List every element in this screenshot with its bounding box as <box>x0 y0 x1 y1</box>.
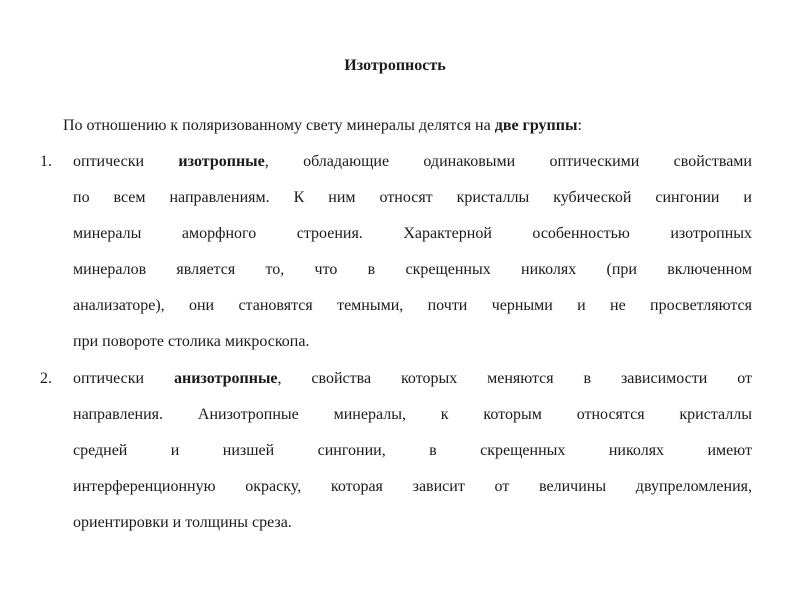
intro-colon: : <box>577 117 582 134</box>
list-marker: 2. <box>40 370 52 387</box>
intro-paragraph <box>63 116 582 136</box>
text-line: анализаторе), они становятся темными, почти черными и не просветляются <box>73 297 752 314</box>
bold-term: анизотропные <box>173 370 278 387</box>
intro-text: По отношению к поляризованному свету минералы делятся на <box>63 117 495 134</box>
text-fragment: , обладающие одинаковыми оптическими свойствами <box>264 153 752 170</box>
text-fragment: оптически <box>73 370 174 387</box>
text-line: при повороте столика микроскопа. <box>73 333 310 350</box>
intro-bold-text: две группы <box>494 117 578 134</box>
bold-term: изотропные <box>178 153 265 170</box>
text-line: по всем направлениям. К ним относят кристаллы кубической сингонии и <box>73 189 752 206</box>
list-item-text <box>73 361 752 541</box>
text-fragment: оптически <box>73 153 179 170</box>
text-line: направления. Анизотропные минералы, к которым относятся кристаллы <box>73 406 752 423</box>
list-item-text <box>73 144 752 360</box>
text-line <box>73 361 752 397</box>
text-line: ориентировки и толщины среза. <box>73 514 292 531</box>
list-marker: 1. <box>40 153 52 170</box>
slide-title: Изотропность <box>344 57 446 74</box>
text-fragment: , свойства которых меняются в зависимости от <box>277 370 752 387</box>
text-line: минералов является то, что в скрещенных николях (при включенном <box>73 261 752 278</box>
text-line: минералы аморфного строения. Характерной особенностью изотропных <box>73 225 752 242</box>
text-line: средней и низшей сингонии, в скрещенных николях имеют <box>73 442 752 459</box>
text-line: интерференционную окраску, которая зависит от величины двупреломления, <box>73 478 752 495</box>
text-line <box>73 144 752 180</box>
